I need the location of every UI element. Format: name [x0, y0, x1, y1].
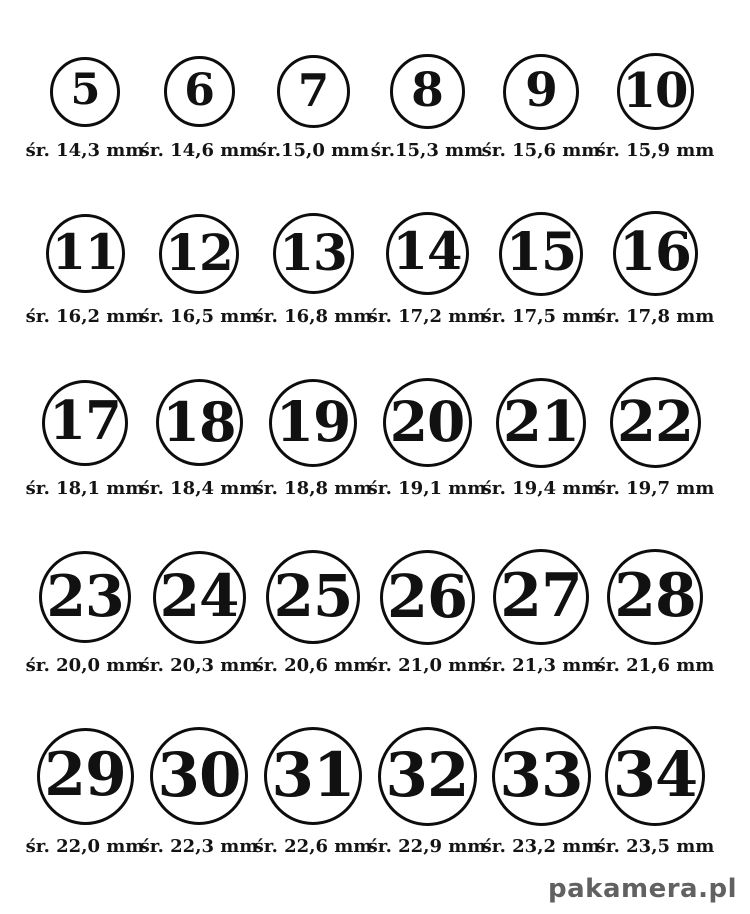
ring-size-item	[367, 548, 487, 677]
ring-size-number: 5	[70, 65, 100, 115]
ring-diameter-label: śr. 21,6 mm	[595, 655, 715, 676]
ring-circle	[390, 54, 465, 129]
ring-size-item	[367, 376, 487, 500]
ring-circle-box	[50, 52, 120, 131]
ring-circle-box	[378, 725, 477, 827]
ring-size-number: 16	[619, 221, 691, 283]
ring-size-number: 8	[411, 63, 443, 118]
ring-size-item	[481, 376, 601, 500]
ring-size-item	[481, 725, 601, 858]
ring-size-item	[25, 548, 145, 677]
ring-size-item	[595, 52, 715, 162]
ring-size-item	[25, 210, 145, 328]
ring-diameter-label: śr. 20,6 mm	[253, 655, 373, 676]
ring-size-number: 28	[614, 561, 696, 631]
ring-diameter-label: śr.15,0 mm	[256, 140, 370, 161]
ring-size-number: 24	[159, 562, 239, 630]
ring-size-item	[370, 52, 484, 162]
ring-diameter-label: śr. 14,3 mm	[25, 140, 145, 161]
chart-row	[0, 725, 750, 858]
ring-size-item	[139, 210, 259, 328]
ring-circle-box	[159, 210, 239, 297]
ring-size-number: 21	[503, 388, 579, 455]
ring-size-number: 26	[386, 561, 468, 631]
ring-circle	[610, 377, 701, 468]
ring-circle-box	[153, 548, 246, 646]
ring-diameter-label: śr.15,3 mm	[370, 140, 484, 161]
ring-circle-box	[496, 376, 586, 469]
ring-circle	[46, 214, 125, 293]
ring-circle-box	[150, 725, 248, 827]
ring-size-number: 12	[165, 222, 233, 282]
ring-circle-box	[42, 376, 128, 469]
ring-size-number: 19	[275, 389, 351, 454]
ring-diameter-label: śr. 16,5 mm	[139, 306, 259, 327]
ring-circle-box	[164, 52, 235, 131]
ring-circle-box	[37, 725, 134, 827]
ring-size-item	[595, 376, 715, 500]
ring-diameter-label: śr. 18,4 mm	[139, 478, 259, 499]
ring-size-item	[25, 52, 145, 162]
ring-circle	[37, 728, 134, 825]
pakamera-watermark: pakamera.pl	[548, 874, 737, 904]
ring-circle-box	[613, 210, 698, 297]
ring-circle-box	[39, 548, 131, 646]
ring-circle	[386, 212, 469, 295]
ring-size-item	[253, 725, 373, 858]
ring-size-number: 14	[392, 222, 462, 282]
ring-size-number: 7	[297, 64, 329, 117]
ring-circle-box	[499, 210, 583, 297]
ring-circle	[269, 379, 357, 467]
ring-circle	[503, 54, 579, 130]
ring-size-number: 18	[162, 389, 236, 454]
ring-circle	[617, 53, 694, 130]
ring-size-item	[253, 548, 373, 677]
ring-circle	[42, 380, 128, 466]
ring-circle-box	[492, 725, 591, 827]
ring-size-item	[253, 376, 373, 500]
ring-size-item	[253, 210, 373, 328]
ring-circle	[273, 213, 354, 294]
ring-circle-box	[503, 52, 579, 131]
ring-circle	[266, 550, 360, 644]
ring-size-number: 31	[271, 739, 355, 811]
ring-size-number: 15	[505, 221, 577, 283]
ring-circle-box	[269, 376, 357, 469]
ring-circle-box	[390, 52, 465, 131]
ring-size-item	[481, 210, 601, 328]
ring-diameter-label: śr. 18,8 mm	[253, 478, 373, 499]
ring-diameter-label: śr. 19,4 mm	[481, 478, 601, 499]
ring-circle-box	[264, 725, 362, 827]
ring-size-item	[595, 725, 715, 858]
ring-size-item	[139, 376, 259, 500]
ring-diameter-label: śr. 23,5 mm	[595, 836, 715, 857]
ring-size-number: 22	[617, 388, 693, 455]
ring-circle-box	[46, 210, 125, 297]
ring-diameter-label: śr. 21,3 mm	[481, 655, 601, 676]
ring-circle	[378, 727, 477, 826]
ring-diameter-label: śr. 17,8 mm	[595, 306, 715, 327]
ring-size-number: 11	[51, 223, 119, 281]
ring-circle	[605, 726, 705, 826]
ring-circle-box	[617, 52, 694, 131]
ring-size-number: 17	[49, 390, 121, 452]
ring-size-number: 9	[525, 63, 557, 118]
ring-diameter-label: śr. 16,2 mm	[25, 306, 145, 327]
ring-circle	[156, 379, 243, 466]
ring-size-item	[139, 52, 259, 162]
ring-diameter-label: śr. 21,0 mm	[367, 655, 487, 676]
ring-diameter-label: śr. 22,3 mm	[139, 836, 259, 857]
ring-circle	[492, 727, 591, 826]
ring-circle-box	[605, 725, 705, 827]
ring-diameter-label: śr. 20,0 mm	[25, 655, 145, 676]
ring-circle	[39, 551, 131, 643]
ring-diameter-label: śr. 17,2 mm	[367, 306, 487, 327]
ring-size-item	[481, 548, 601, 677]
ring-size-number: 30	[157, 739, 241, 811]
chart-row	[0, 52, 750, 162]
ring-circle	[159, 214, 239, 294]
ring-circle	[383, 378, 472, 467]
ring-circle	[264, 727, 362, 825]
ring-diameter-label: śr. 23,2 mm	[481, 836, 601, 857]
ring-size-number: 33	[499, 739, 583, 811]
ring-diameter-label: śr. 20,3 mm	[139, 655, 259, 676]
ring-size-item	[595, 548, 715, 677]
ring-size-number: 10	[622, 62, 688, 119]
ring-circle-box	[383, 376, 472, 469]
ring-diameter-label: śr. 19,7 mm	[595, 478, 715, 499]
ring-circle-box	[273, 210, 354, 297]
ring-circle-box	[266, 548, 360, 646]
ring-diameter-label: śr. 15,6 mm	[481, 140, 601, 161]
chart-row	[0, 376, 750, 500]
ring-circle	[150, 727, 248, 825]
ring-size-item	[256, 52, 370, 162]
ring-size-number: 13	[279, 222, 347, 282]
ring-diameter-label: śr. 18,1 mm	[25, 478, 145, 499]
ring-diameter-label: śr. 22,9 mm	[367, 836, 487, 857]
ring-circle	[277, 55, 350, 128]
ring-circle	[607, 549, 703, 645]
ring-circle	[50, 57, 120, 127]
ring-circle	[380, 550, 475, 645]
ring-circle-box	[386, 210, 469, 297]
ring-size-number: 23	[46, 562, 124, 630]
ring-circle-box	[610, 376, 701, 469]
ring-size-item	[595, 210, 715, 328]
ring-size-item	[25, 725, 145, 858]
ring-size-item	[367, 210, 487, 328]
ring-size-number: 27	[500, 561, 582, 631]
ring-circle	[499, 212, 583, 296]
ring-size-item	[139, 725, 259, 858]
ring-diameter-label: śr. 15,9 mm	[595, 140, 715, 161]
chart-row	[0, 548, 750, 677]
ring-circle-box	[607, 548, 703, 646]
ring-diameter-label: śr. 19,1 mm	[367, 478, 487, 499]
ring-circle	[164, 56, 235, 127]
ring-size-number: 20	[389, 389, 465, 454]
ring-circle-box	[156, 376, 243, 469]
ring-diameter-label: śr. 22,0 mm	[25, 836, 145, 857]
ring-size-item	[25, 376, 145, 500]
ring-size-item	[481, 52, 601, 162]
ring-circle-box	[493, 548, 589, 646]
ring-size-number: 32	[385, 739, 469, 811]
ring-circle	[153, 551, 246, 644]
ring-size-number: 34	[612, 738, 698, 811]
ring-size-item	[139, 548, 259, 677]
ring-diameter-label: śr. 22,6 mm	[253, 836, 373, 857]
ring-circle	[613, 211, 698, 296]
ring-diameter-label: śr. 17,5 mm	[481, 306, 601, 327]
ring-circle	[493, 549, 589, 645]
chart-row	[0, 210, 750, 328]
ring-circle-box	[277, 52, 350, 131]
ring-size-number: 25	[273, 562, 353, 630]
ring-circle-box	[380, 548, 475, 646]
ring-size-number: 6	[184, 64, 214, 116]
ring-size-number: 29	[44, 740, 126, 810]
ring-diameter-label: śr. 14,6 mm	[139, 140, 259, 161]
ring-size-item	[367, 725, 487, 858]
ring-diameter-label: śr. 16,8 mm	[253, 306, 373, 327]
ring-circle	[496, 378, 586, 468]
